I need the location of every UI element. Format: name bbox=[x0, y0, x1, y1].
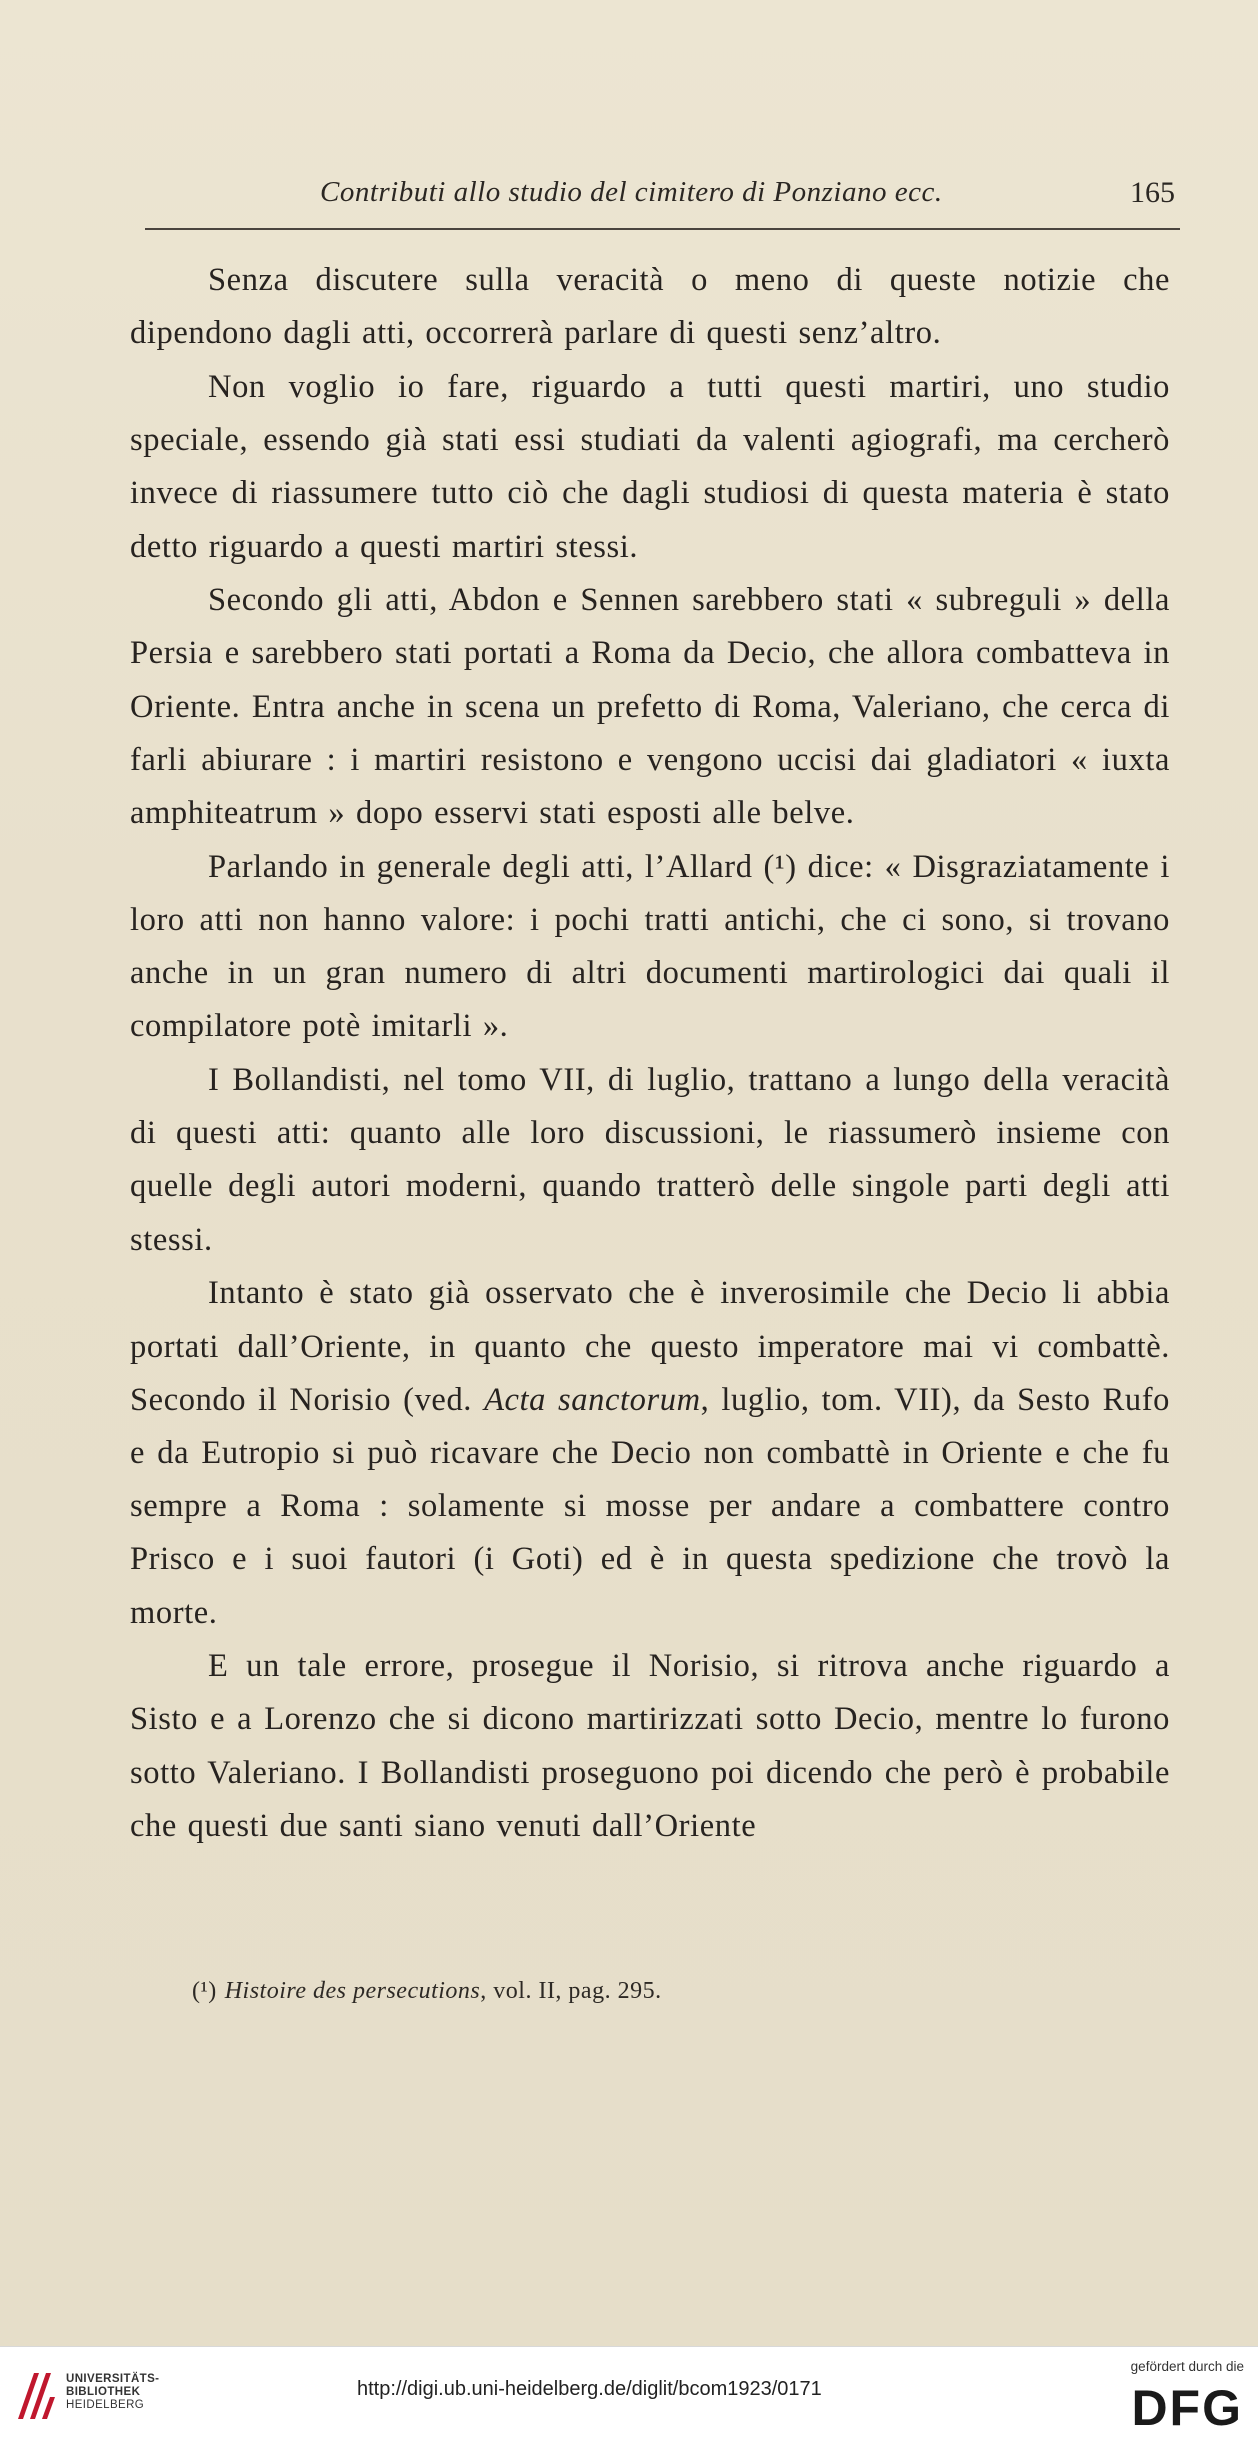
dfg-logo-text: DFG bbox=[1131, 2380, 1243, 2431]
library-name bbox=[66, 2373, 159, 2412]
paragraph-6-text-a: Intanto è stato già osservato che è inverosimile che Decio li abbia portati dall’Oriente, in quanto che questo imperatore mai vi combattè. Secondo il Norisio (ved. bbox=[130, 1275, 1170, 1418]
dfg-logo-icon[interactable] bbox=[1116, 2377, 1244, 2431]
running-head bbox=[140, 176, 1175, 226]
funding-caption: gefördert durch die bbox=[1130, 2359, 1244, 2374]
running-title: Contributi allo studio del cimitero di Ponziano ecc. bbox=[320, 176, 943, 208]
paragraph-6-text-b: , luglio, tom. VII), da Sesto Rufo e da Eutropio si può ricavare che Decio non combattè in Oriente e che fu sempre a Roma : solamente si mosse per andare a combattere contro Prisco e i suoi fautori (i Goti) ed è in questa spedizione che trovò la morte. bbox=[130, 1381, 1170, 1631]
viewer-footer-bar bbox=[0, 2346, 1258, 2437]
paragraph-4: Parlando in generale degli atti, l’Allard (¹) dice: « Disgraziatamente i loro atti non hanno valore: i pochi tratti antichi, che ci sono, si trovano anche in un gran numero di altri documenti martirologici dai quali il compilatore potè imitarli ». bbox=[130, 848, 1170, 1045]
university-library-logo-icon[interactable] bbox=[14, 2367, 58, 2423]
page-number: 165 bbox=[1130, 176, 1175, 209]
footnote bbox=[192, 1978, 1172, 2005]
paragraph-1: Senza discutere sulla veracità o meno di queste notizie che dipendono dagli atti, occorrerà parlare di questi senz’altro. bbox=[130, 262, 1170, 352]
footnote-title: Histoire des persecutions bbox=[224, 1978, 481, 2004]
footnote-rest: , vol. II, pag. 295. bbox=[480, 1978, 662, 2004]
footnote-mark: (¹) bbox=[192, 1978, 217, 2004]
library-name-line-3: HEIDELBERG bbox=[66, 2399, 145, 2411]
paragraph-3: Secondo gli atti, Abdon e Sennen sarebbero stati « subreguli » della Persia e sarebbero stati portati a Roma da Decio, che allora combatteva in Oriente. Entra anche in scena un prefetto di Roma, Valeriano, che cerca di farli abiurare : i martiri resistono e vengono uccisi dai gladiatori « iuxta amphiteatrum » dopo esservi stati esposti alle belve. bbox=[130, 582, 1170, 832]
paragraph-7: E un tale errore, prosegue il Norisio, si ritrova anche riguardo a Sisto e a Lorenzo che si dicono martirizzati sotto Decio, mentre lo furono sotto Valeriano. I Bollandisti proseguono poi dicendo che però è probabile che questi due santi siano venuti dall’Oriente bbox=[130, 1648, 1170, 1844]
paragraph-6 bbox=[130, 1267, 1170, 1639]
acta-sanctorum-citation: Acta sanctorum bbox=[484, 1381, 701, 1418]
body-text bbox=[130, 254, 1170, 1853]
paragraph-5: I Bollandisti, nel tomo VII, di luglio, trattano a lungo della veracità di questi atti: quanto alle loro discussioni, le riassumerò insieme con quelle degli autori moderni, quando tratterò delle singole parti degli atti stessi. bbox=[130, 1062, 1170, 1258]
library-name-line-2: BIBLIOTHEK bbox=[66, 2386, 141, 2398]
library-name-line-1: UNIVERSITÄTS- bbox=[66, 2373, 160, 2385]
paragraph-2: Non voglio io fare, riguardo a tutti questi martiri, uno studio speciale, essendo già stati essi studiati da valenti agiografi, ma cercherò invece di riassumere tutto ciò che dagli studiosi di questa materia è stato detto riguardo a questi martiri stessi. bbox=[130, 368, 1170, 565]
permalink-url[interactable]: http://digi.ub.uni-heidelberg.de/diglit/bcom1923/0171 bbox=[357, 2378, 822, 2400]
header-rule bbox=[145, 228, 1180, 230]
